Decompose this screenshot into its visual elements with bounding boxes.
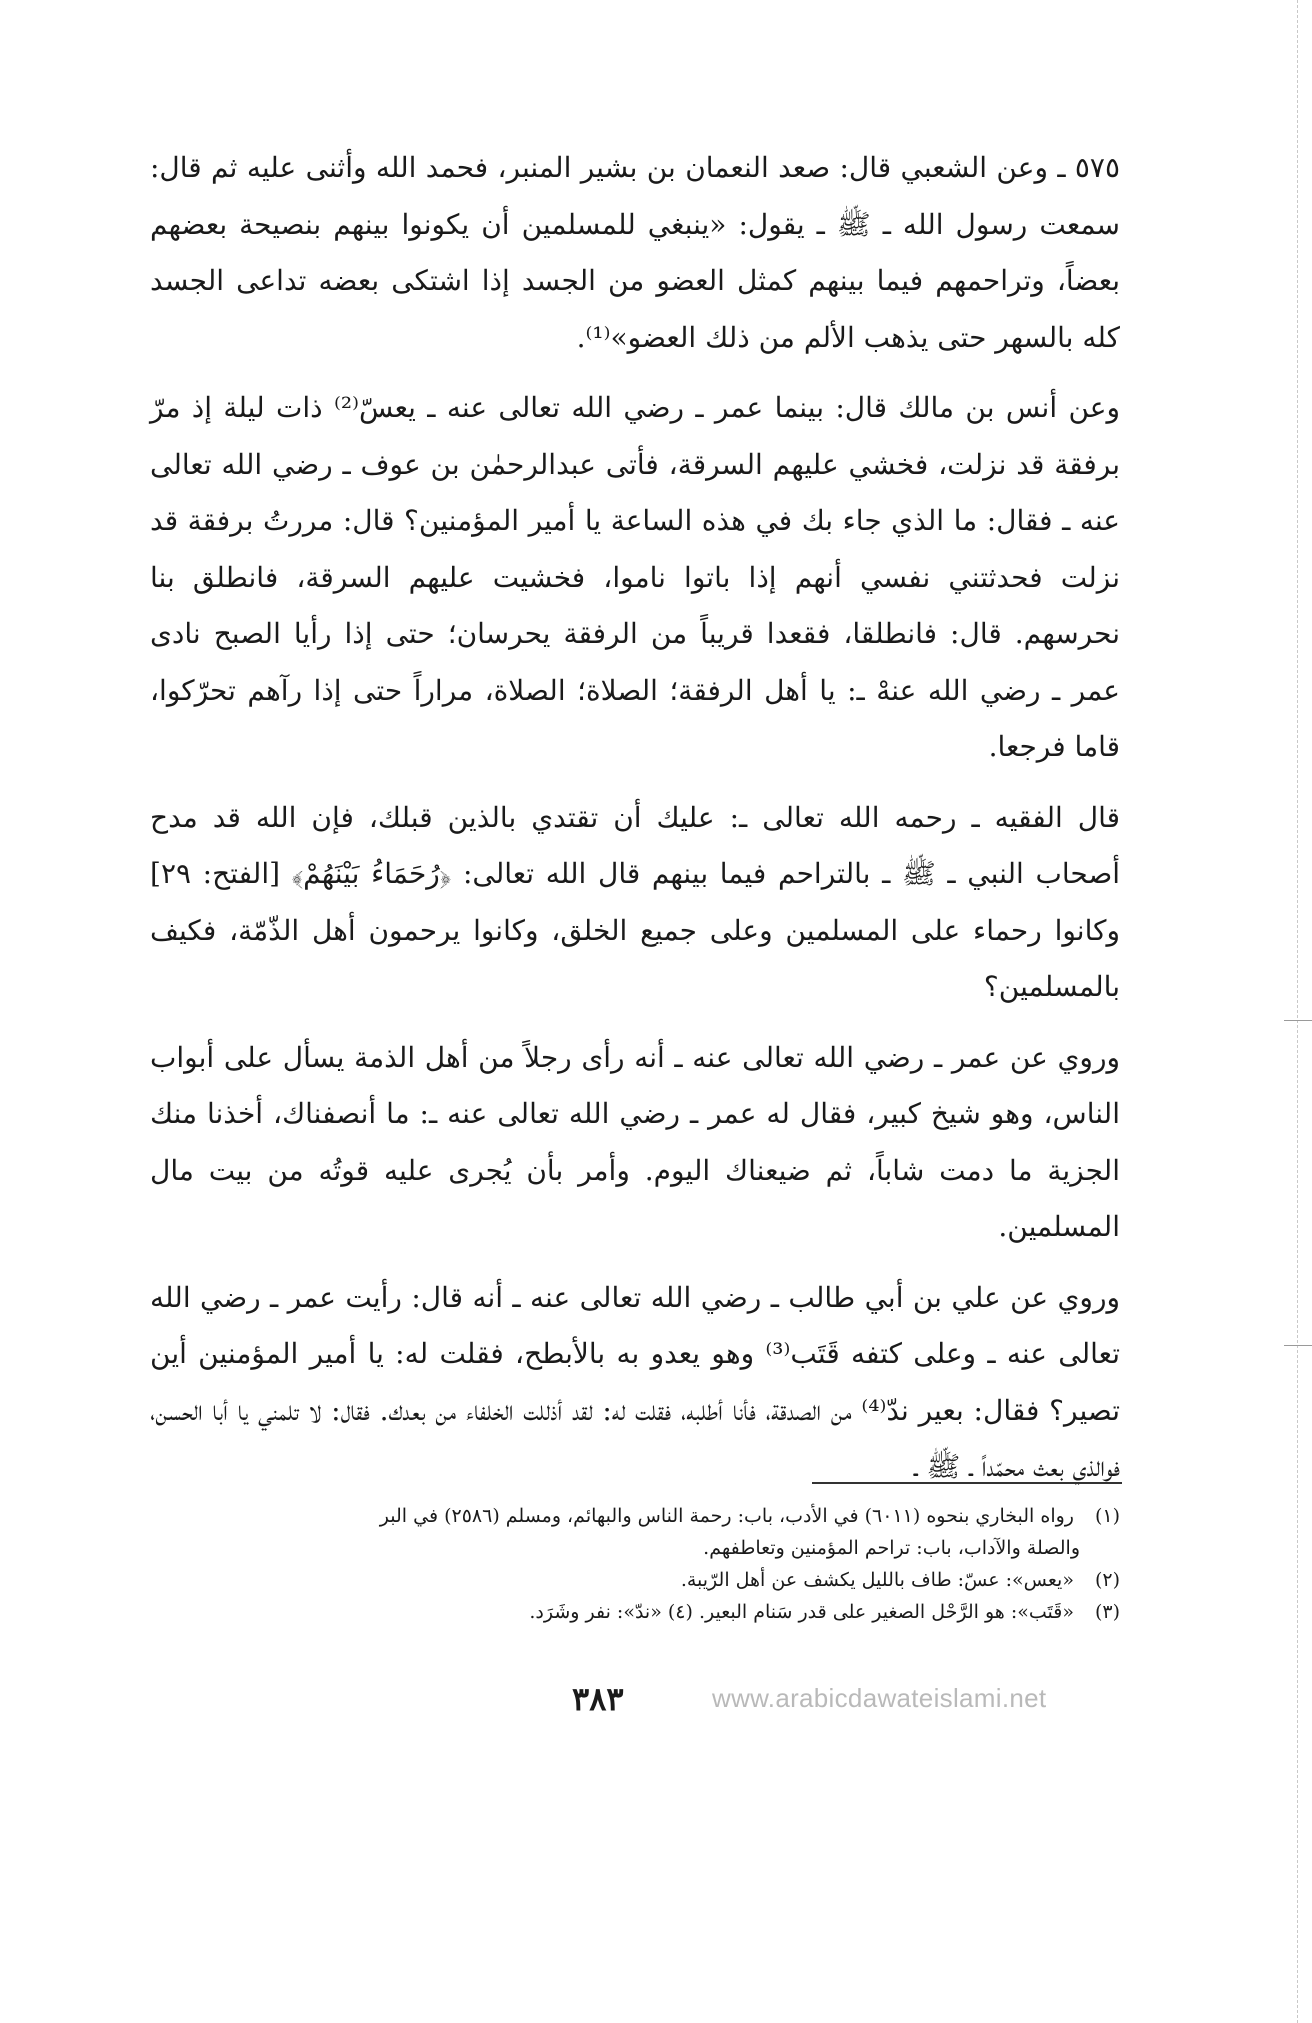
page-body [150, 140, 1120, 1510]
scan-edge-line [1297, 0, 1298, 2023]
watermark-url: www.arabicdawateislami.net [712, 1683, 1047, 1713]
footnote-number: (٢) [1094, 1569, 1120, 1591]
footnote-separator [812, 1482, 1122, 1484]
footnote-1-continuation: والصلة والآداب، باب: تراحم المؤمنين وتعاطفهم. [703, 1537, 1080, 1559]
paragraph-umar-dhimmi: وروي عن عمر ـ رضي الله تعالى عنه ـ أنه رأى رجلاً من أهل الذمة يسأل على أبواب الناس، وهو شيخ كبير، فقال له عمر ـ رضي الله تعالى عنه ـ: ما أنصفناك، أخذنا منك الجزية ما دمت شاباً، ثم ضيعناك اليوم. وأمر بأن يُجرى عليه قوتُه من بيت مال المسلمين. [150, 1040, 1120, 1243]
page-number: ٣٨٣ [572, 1680, 624, 1718]
footnotes [150, 1500, 1120, 1628]
paragraph-anas-story: وعن أنس بن مالك قال: بينما عمر ـ رضي الله تعالى عنه ـ يعسّ⁽²⁾ ذات ليلة إذ مرّ برفقة قد نزلت، فخشي عليهم السرقة، فأتى عبدالرحمٰن بن عوف ـ رضي الله تعالى عنه ـ فقال: ما الذي جاء بك في هذه الساعة يا أمير المؤمنين؟ قال: مررتُ برفقة قد نزلت فحدثتني نفسي أنهم إذا باتوا ناموا، فخشيت عليهم السرقة، فانطلق بنا نحرسهم. قال: فانطلقا، فقعدا قريباً من الرفقة يحرسان؛ حتى إذا رأيا الصبح نادى عمر ـ رضي الله عنهْ ـ: يا أهل الرفقة؛ الصلاة؛ الصلاة، مراراً حتى إذا رآهم تحرّكوا، قاما فرجعا. [150, 391, 1121, 763]
paragraph-ali-narration: وروي عن علي بن أبي طالب ـ رضي الله تعالى عنه ـ أنه قال: رأيت عمر ـ رضي الله تعالى عنه ـ وعلى كتفه قَتَب⁽³⁾ وهو يعدو به بالأبطح، فقلت له: يا أمير المؤمنين أين تصير؟ فقال: بعير ندّ⁽⁴⁾ من الصدقة، فأنا أطلبه، فقلت له: لقد أذللت الخلفاء من بعدك. فقال: لا تلمني يا أبا الحسن، فوالذي بعث محمّداً ـ ﷺ ـ [150, 1280, 1120, 1483]
footnote-text: «يعس»: عسّ: طاف بالليل يكشف عن أهل الرّيبة. [680, 1569, 1074, 1591]
footnote-3-4 [150, 1596, 1120, 1628]
footnote-text: «قَتَب»: هو الرَّحْل الصغير على قدر سَنام البعير. (٤) «ندّ»: نفر وشَرَد. [529, 1601, 1074, 1623]
scan-edge-mark [1284, 1345, 1312, 1346]
footnote-number: (٣) [1094, 1601, 1120, 1623]
footnote-text: رواه البخاري بنحوه (٦٠١١) في الأدب، باب: رحمة الناس والبهائم، ومسلم (٢٥٨٦) في البر [379, 1505, 1074, 1527]
footnote-1 [150, 1500, 1120, 1532]
scan-edge-mark [1284, 1020, 1312, 1021]
footnote-number: (١) [1094, 1505, 1120, 1527]
paragraph-575-hadith: ٥٧٥ ـ وعن الشعبي قال: صعد النعمان بن بشير المنبر، فحمد الله وأثنى عليه ثم قال: سمعت رسول الله ـ ﷺ ـ يقول: «ينبغي للمسلمين أن يكونوا بينهم بنصيحة بعضهم بعضاً، وتراحمهم فيما بينهم كمثل العضو من الجسد إذا اشتكى بعضه تداعى الجسد كله بالسهر حتى يذهب الألم من ذلك العضو»⁽¹⁾. [150, 151, 1121, 354]
paragraph-faqih-comment: قال الفقيه ـ رحمه الله تعالى ـ: عليك أن تقتدي بالذين قبلك، فإن الله قد مدح أصحاب النبي ـ ﷺ ـ بالتراحم فيما بينهم قال الله تعالى: ﴿رُحَمَاءُ بَيْنَهُمْ﴾ [الفتح: ٢٩] وكانوا رحماء على المسلمين وعلى جميع الخلق، وكانوا يرحمون أهل الذّمّة، فكيف بالمسلمين؟ [150, 800, 1120, 1003]
footnote-2 [150, 1564, 1120, 1596]
